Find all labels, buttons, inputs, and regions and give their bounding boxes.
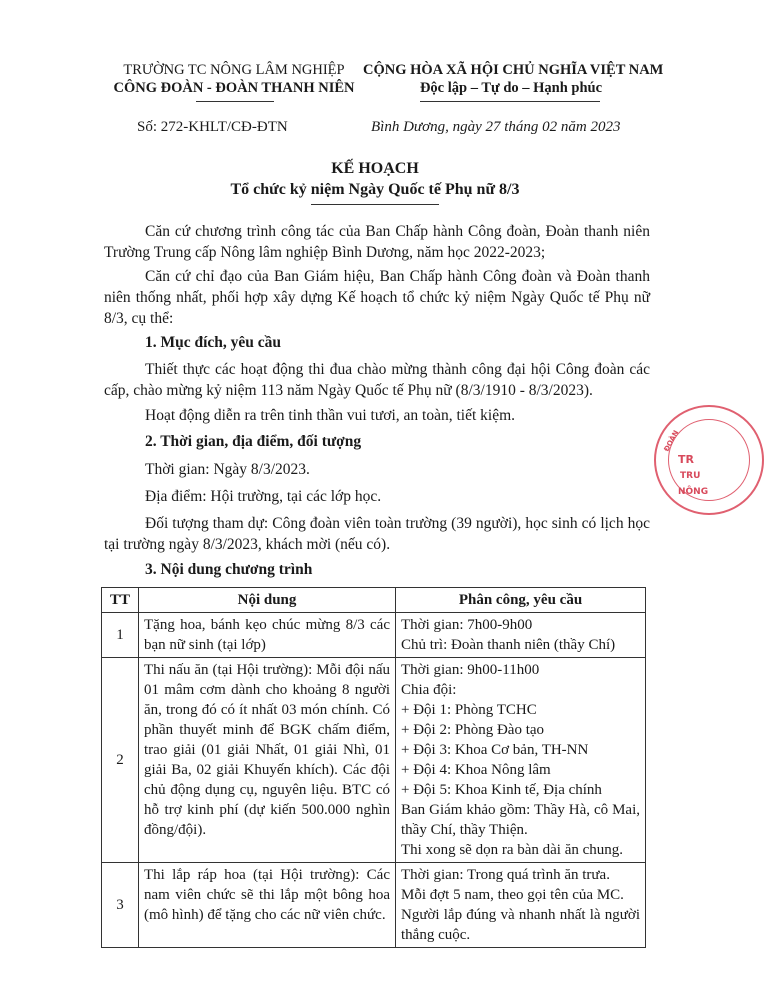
table-row [102, 658, 646, 863]
section-2-heading: 2. Thời gian, địa điểm, đối tượng [145, 433, 362, 450]
document-title: KẾ HOẠCH [331, 160, 419, 177]
place-date: Bình Dương, ngày 27 tháng 02 năm 2023 [371, 119, 621, 135]
assignment-line: Thời gian: Trong quá trình ăn trưa. [401, 867, 610, 883]
seal-text-a: TR [678, 453, 694, 466]
table-header-row [102, 588, 646, 613]
row-content: Thi lắp ráp hoa (tại Hội trường): Các nam viên chức sẽ thi lắp một bông hoa (mô hình) để tặng cho các nữ viên chức. [139, 863, 396, 948]
official-seal [654, 405, 764, 515]
assignment-line: Mỗi đợt 5 nam, theo gọi tên của MC. [401, 887, 624, 903]
section-2-audience: Đối tượng tham dự: Công đoàn viên toàn trường (39 người), học sinh có lịch học tại trường ngày 8/3/2023, khách mời (nếu có). [104, 515, 650, 553]
section-2-time: Thời gian: Ngày 8/3/2023. [145, 461, 310, 478]
assignment-line: Ban Giám khảo gồm: Thầy Hà, cô Mai, thầy Chí, thầy Thiện. [401, 802, 640, 838]
nation-title: CỘNG HÒA XÃ HỘI CHỦ NGHĨA VIỆT NAM [363, 62, 664, 78]
column-header-content: Nội dung [139, 588, 396, 613]
program-table [101, 587, 646, 948]
org-unit: CÔNG ĐOÀN - ĐOÀN THANH NIÊN [113, 80, 355, 96]
row-assignment [396, 863, 646, 948]
section-2-place: Địa điểm: Hội trường, tại các lớp học. [145, 488, 382, 505]
row-number: 3 [102, 863, 139, 948]
table-row [102, 613, 646, 658]
header-left-underline [196, 101, 274, 102]
row-number: 2 [102, 658, 139, 863]
seal-arc-text: ĐOÀN [662, 429, 681, 453]
row-content: Tặng hoa, bánh kẹo chúc mừng 8/3 các bạn nữ sinh (tại lớp) [139, 613, 396, 658]
row-assignment [396, 613, 646, 658]
row-number: 1 [102, 613, 139, 658]
document-subtitle: Tổ chức kỷ niệm Ngày Quốc tế Phụ nữ 8/3 [230, 181, 520, 198]
column-header-tt: TT [102, 588, 139, 613]
title-underline [311, 204, 439, 205]
section-1-paragraph-2: Hoạt động diễn ra trên tinh thần vui tươi, an toàn, tiết kiệm. [145, 407, 516, 424]
intro-paragraph-2: Căn cứ chỉ đạo của Ban Giám hiệu, Ban Chấp hành Công đoàn và Đoàn thanh niên thống nhất, phối hợp xây dựng Kế hoạch tổ chức kỷ niệm Ngày Quốc tế Phụ nữ 8/3, cụ thể: [104, 268, 650, 327]
nation-motto: Độc lập – Tự do – Hạnh phúc [419, 80, 603, 96]
assignment-line: + Đội 2: Phòng Đào tạo [401, 722, 545, 738]
assignment-line: + Đội 5: Khoa Kinh tế, Địa chính [401, 782, 602, 798]
assignment-line: Chia đội: [401, 682, 457, 698]
assignment-line: Thời gian: 9h00-11h00 [401, 662, 540, 678]
assignment-line: Thời gian: 7h00-9h00 [401, 617, 533, 633]
section-1-paragraph-1: Thiết thực các hoạt động thi đua chào mừng thành công đại hội Công đoàn các cấp, chào mừng kỷ niệm 113 năm Ngày Quốc tế Phụ nữ (8/3/1910 - 8/3/2023). [104, 361, 650, 399]
org-name: TRƯỜNG TC NÔNG LÂM NGHIỆP [123, 62, 345, 78]
seal-text-c: NÔNG [678, 487, 709, 497]
seal-text-b: TRU [680, 471, 701, 481]
assignment-line: + Đội 1: Phòng TCHC [401, 702, 537, 718]
assignment-line: Người lắp đúng và nhanh nhất là người thắng cuộc. [401, 907, 640, 943]
assignment-line: Chủ trì: Đoàn thanh niên (thầy Chí) [401, 637, 616, 653]
section-3-heading: 3. Nội dung chương trình [145, 561, 313, 578]
header-right-underline [420, 101, 600, 102]
section-1-heading: 1. Mục đích, yêu cầu [145, 334, 282, 351]
assignment-line: Thi xong sẽ dọn ra bàn dài ăn chung. [401, 842, 624, 858]
document-number: Số: 272-KHLT/CĐ-ĐTN [137, 119, 288, 135]
row-content: Thi nấu ăn (tại Hội trường): Mỗi đội nấu 01 mâm cơm dành cho khoảng 8 người ăn, trong đó có ít nhất 03 món chính. Có phần thuyết minh để BGK chấm điểm, trao giải (01 giải Nhất, 01 giải Nhì, 01 giải Ba, 02 giải Khuyến khích). Các đội chủ động dụng cụ, nguyên liệu. BTC có hỗ trợ kinh phí (dự kiến 500.000 nghìn đồng/đội). [139, 658, 396, 863]
assignment-line: + Đội 4: Khoa Nông lâm [401, 762, 551, 778]
row-assignment [396, 658, 646, 863]
table-row [102, 863, 646, 948]
intro-paragraph-1: Căn cứ chương trình công tác của Ban Chấp hành Công đoàn, Đoàn thanh niên Trường Trung cấp Nông lâm nghiệp Bình Dương, năm học 2022-2023; [104, 223, 650, 261]
column-header-assignment: Phân công, yêu cầu [396, 588, 646, 613]
assignment-line: + Đội 3: Khoa Cơ bản, TH-NN [401, 742, 589, 758]
